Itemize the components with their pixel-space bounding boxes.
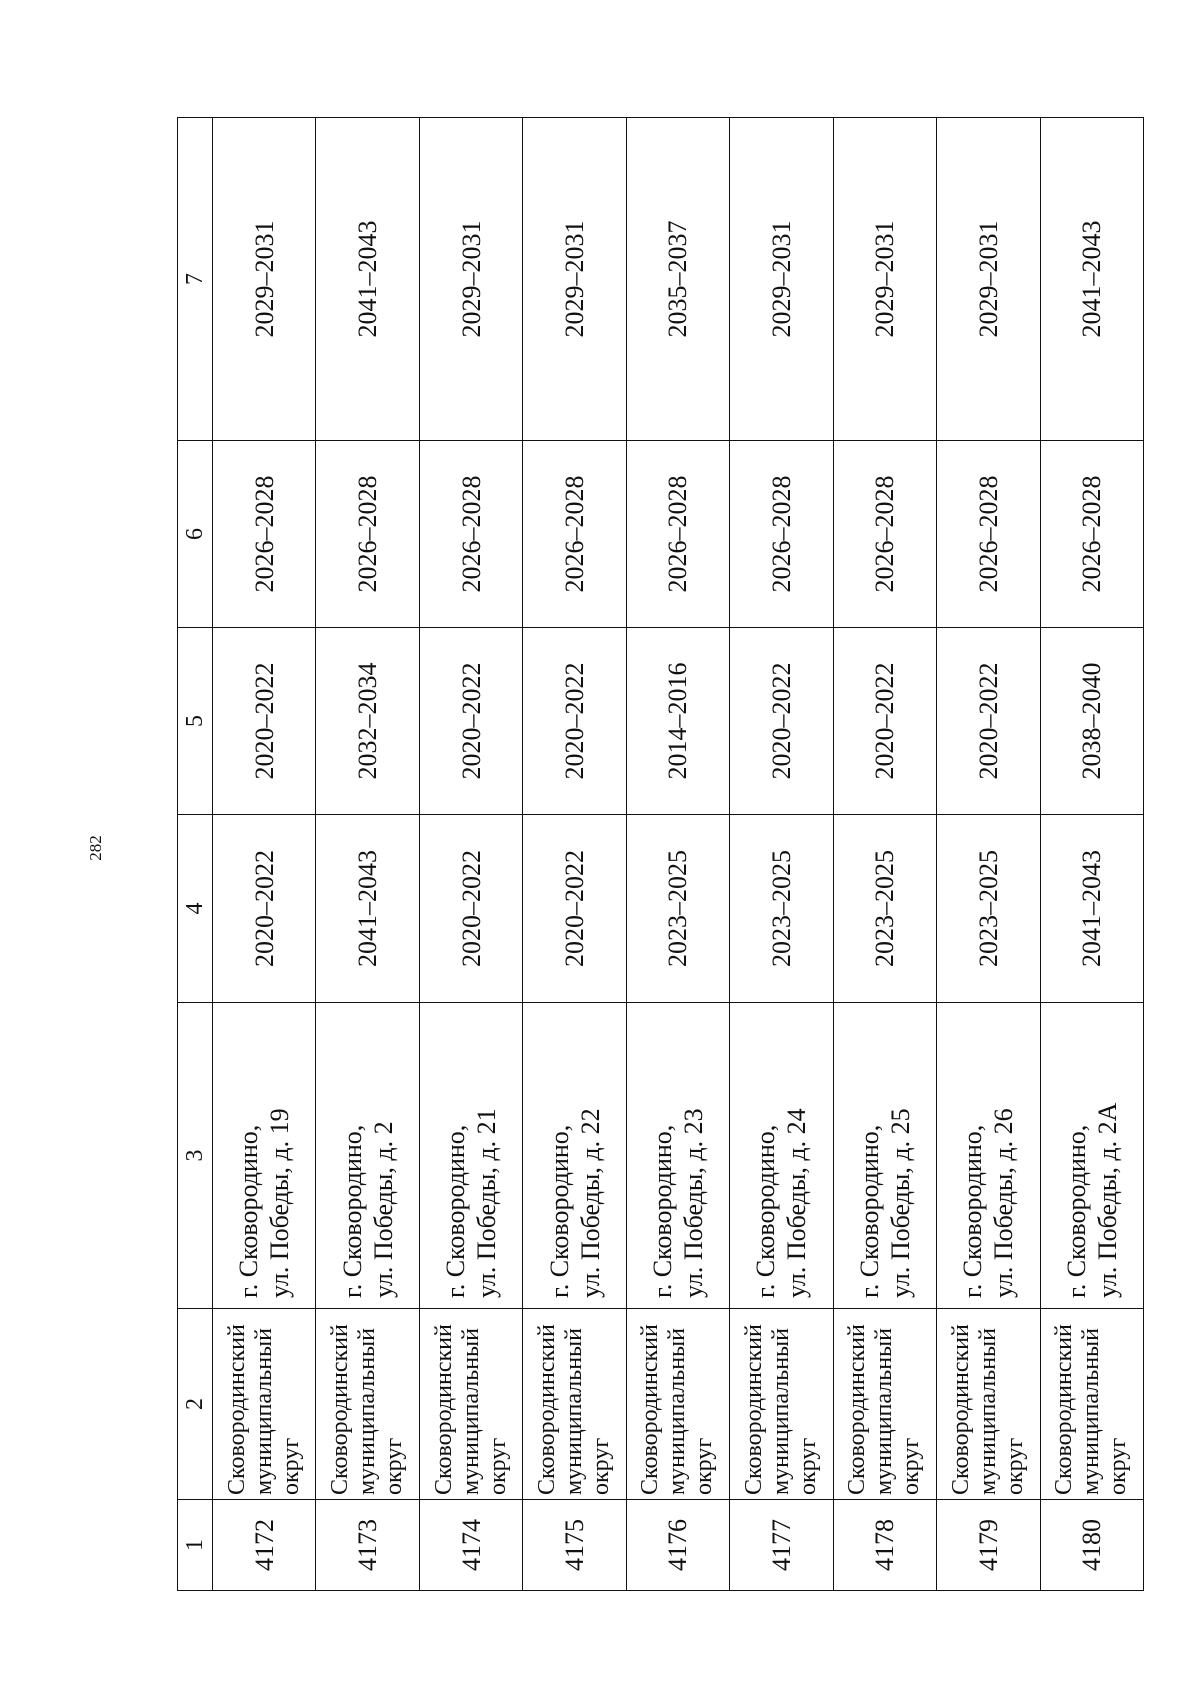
cell-address: г. Сковородино, ул. Победы, д. 2 [316,1003,419,1309]
table-row [626,118,729,1591]
cell-col7: 2029–2031 [833,118,936,441]
table-row [316,118,419,1591]
table-container [177,118,1144,1591]
schedule-table [177,117,1144,1591]
cell-district: Сковородинский муниципальный округ [316,1309,419,1500]
cell-col4: 2020–2022 [419,815,522,1003]
cell-col4: 2023–2025 [730,815,833,1003]
cell-col7: 2035–2037 [626,118,729,441]
cell-address: г. Сковородино, ул. Победы, д. 23 [626,1003,729,1309]
cell-address: г. Сковородино, ул. Победы, д. 24 [730,1003,833,1309]
cell-col5: 2020–2022 [833,628,936,815]
cell-col4: 2023–2025 [833,815,936,1003]
cell-number: 4179 [937,1500,1040,1591]
cell-number: 4178 [833,1500,936,1591]
cell-address: г. Сковородино, ул. Победы, д. 19 [213,1003,316,1309]
cell-col4: 2041–2043 [316,815,419,1003]
rotated-table-frame [177,118,1144,1591]
cell-col5: 2014–2016 [626,628,729,815]
cell-address: г. Сковородино, ул. Победы, д. 26 [937,1003,1040,1309]
cell-col7: 2041–2043 [1040,118,1144,441]
table-row [730,118,833,1591]
cell-col6: 2026–2028 [419,441,522,628]
cell-col6: 2026–2028 [1040,441,1144,628]
cell-col5: 2020–2022 [523,628,626,815]
cell-col5: 2038–2040 [1040,628,1144,815]
table-row [937,118,1040,1591]
cell-col7: 2029–2031 [730,118,833,441]
cell-col7: 2041–2043 [316,118,419,441]
cell-col7: 2029–2031 [937,118,1040,441]
cell-address: г. Сковородино, ул. Победы, д. 2А [1040,1003,1144,1309]
column-header: 3 [178,1003,213,1309]
cell-district: Сковородинский муниципальный округ [1040,1309,1144,1500]
cell-col5: 2020–2022 [213,628,316,815]
cell-number: 4176 [626,1500,729,1591]
cell-col6: 2026–2028 [213,441,316,628]
column-header: 1 [178,1500,213,1591]
table-row [523,118,626,1591]
cell-number: 4174 [419,1500,522,1591]
table-row [419,118,522,1591]
cell-col4: 2023–2025 [626,815,729,1003]
cell-col4: 2023–2025 [937,815,1040,1003]
cell-district: Сковородинский муниципальный округ [523,1309,626,1500]
cell-district: Сковородинский муниципальный округ [419,1309,522,1500]
cell-district: Сковородинский муниципальный округ [730,1309,833,1500]
cell-address: г. Сковородино, ул. Победы, д. 21 [419,1003,522,1309]
cell-district: Сковородинский муниципальный округ [213,1309,316,1500]
cell-col6: 2026–2028 [730,441,833,628]
cell-number: 4172 [213,1500,316,1591]
cell-col6: 2026–2028 [626,441,729,628]
cell-col6: 2026–2028 [833,441,936,628]
cell-col4: 2020–2022 [523,815,626,1003]
page-number: 282 [86,835,105,861]
cell-col7: 2029–2031 [523,118,626,441]
cell-col6: 2026–2028 [523,441,626,628]
cell-district: Сковородинский муниципальный округ [626,1309,729,1500]
cell-col5: 2020–2022 [419,628,522,815]
cell-number: 4177 [730,1500,833,1591]
cell-number: 4180 [1040,1500,1144,1591]
table-row [1040,118,1144,1591]
column-header: 2 [178,1309,213,1500]
column-header: 5 [178,628,213,815]
cell-col6: 2026–2028 [937,441,1040,628]
table-row [833,118,936,1591]
cell-col7: 2029–2031 [213,118,316,441]
cell-number: 4175 [523,1500,626,1591]
column-header: 4 [178,815,213,1003]
column-header: 7 [178,118,213,441]
cell-col6: 2026–2028 [316,441,419,628]
cell-col5: 2020–2022 [730,628,833,815]
cell-address: г. Сковородино, ул. Победы, д. 22 [523,1003,626,1309]
cell-col4: 2041–2043 [1040,815,1144,1003]
table-row [213,118,316,1591]
column-header: 6 [178,441,213,628]
cell-col7: 2029–2031 [419,118,522,441]
cell-col4: 2020–2022 [213,815,316,1003]
cell-col5: 2020–2022 [937,628,1040,815]
cell-number: 4173 [316,1500,419,1591]
header-row [178,118,213,1591]
cell-address: г. Сковородино, ул. Победы, д. 25 [833,1003,936,1309]
cell-district: Сковородинский муниципальный округ [833,1309,936,1500]
cell-district: Сковородинский муниципальный округ [937,1309,1040,1500]
cell-col5: 2032–2034 [316,628,419,815]
